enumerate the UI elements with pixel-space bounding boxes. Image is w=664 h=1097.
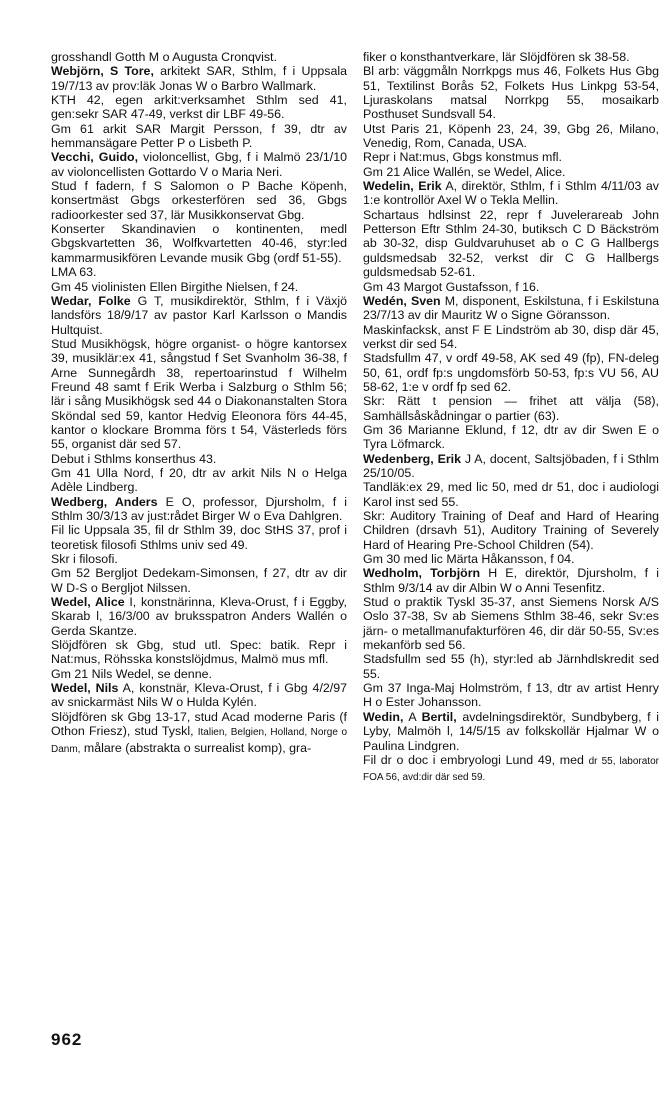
entry-paragraph <box>51 466 347 495</box>
entry-headword: Wedén, Sven <box>363 293 441 308</box>
entry-text: Stadsfullm sed 55 (h), styr:led ab Järnhdlskredit sed 55. <box>363 652 659 681</box>
entry-paragraph <box>51 523 347 552</box>
entry-paragraph <box>363 179 659 208</box>
entry-paragraph <box>363 351 659 394</box>
entry-paragraph <box>51 495 347 524</box>
entry-text: Gm 41 Ulla Nord, f 20, dtr av arkit Nils N o Helga Adèle Lindberg. <box>51 465 347 495</box>
entry-paragraph <box>363 64 659 121</box>
entry-headword: Wedberg, Anders <box>51 494 158 509</box>
entry-paragraph <box>51 566 347 595</box>
entry-headword: Vecchi, Guido, <box>51 150 139 165</box>
entry-headword: Wedholm, Torbjörn <box>363 566 481 581</box>
entry-headword-given-name: Bertil, <box>421 709 457 724</box>
entry-paragraph <box>363 753 659 786</box>
entry-text: G T, musikdirektör, Sthlm, f i Växjö landsförs 18/9/17 av pastor Karl Karlsson o Mandis Hultquist. <box>51 293 347 337</box>
entry-text: fiker o konsthantverkare, lär Slöjdfören sk 38-58. <box>363 50 630 64</box>
entry-text: A <box>403 709 422 724</box>
entry-text: I, konstnärinna, Kleva-Orust, f i Eggby, Skarab l, 16/3/00 av bruksspatron Anders Wallén o Gerda Skantze. <box>51 595 348 638</box>
entry-paragraph <box>51 50 347 64</box>
entry-text: Fil dr o doc i embryologi Lund 49, med <box>363 752 589 767</box>
entry-text: Slöjdfören sk Gbg, stud utl. Spec: batik. Repr i Nat:mus, Röhsska konstslöjdmus, Malmö mus mfl. <box>51 638 347 667</box>
entry-text: E O, professor, Djursholm, f i Sthlm 30/3/13 av just:rådet Birger W o Eva Dahlgren. <box>51 494 347 523</box>
entry-text: Debut i Sthlms konserthus 43. <box>51 451 217 466</box>
entry-paragraph <box>363 394 659 423</box>
entry-paragraph <box>363 509 659 552</box>
entry-text: arkitekt SAR, Sthlm, f i Uppsala 19/7/13 av prov:läk Jonas W o Barbro Wallmark. <box>51 64 347 93</box>
entry-paragraph <box>363 280 659 294</box>
entry-text: Skr: Auditory Training of Deaf and Hard of Hearing Children (drsavh 51), Auditory Training of Severely Hard of Hearing Pre-School Children (54). <box>363 509 659 552</box>
entry-paragraph <box>51 222 347 265</box>
entry-text: Utst Paris 21, Köpenh 23, 24, 39, Gbg 26, Milano, Venedig, Rom, Canada, USA. <box>363 121 659 151</box>
entry-paragraph <box>51 93 347 122</box>
entry-paragraph <box>51 122 347 151</box>
entry-paragraph <box>363 552 659 566</box>
entry-paragraph <box>363 165 659 179</box>
entry-text: A, konstnär, Kleva-Orust, f i Gbg 4/2/97 av snickarmäst Nils W o Hulda Kylén. <box>51 681 348 710</box>
entry-text: Gm 43 Margot Gustafsson, f 16. <box>363 279 540 294</box>
entry-paragraph <box>363 595 659 652</box>
entry-paragraph <box>51 150 347 179</box>
entry-paragraph <box>363 452 659 481</box>
entry-text: Stud Musikhögsk, högre organist- o högre kantorsex 39, musiklär:ex 41, sångstud f Set Svanholm 36-38, f Arne Sunnegårdh 38, repertoarinstud f Wilhelm Freund 48 samt f Erik Werba i Salzburg o Sthlm 56; lär i sång Musikhögsk sed 44 o Diakonanstalten Stora Sköndal sed 59, kantor Hedvig Eleonora förs 44-45, kantor o klockare Bromma förs t 54, Västerleds förs 55, organist där sed 57. <box>51 336 347 452</box>
entry-text: Repr i Nat:mus, Gbgs konstmus mfl. <box>363 150 562 165</box>
entry-paragraph <box>51 710 347 757</box>
entry-text: Gm 36 Marianne Eklund, f 12, dtr av dir Swen E o Tyra Löfmarck. <box>363 422 659 452</box>
entry-text: Maskinfacksk, anst F E Lindström ab 30, disp där 45, verkst dir sed 54. <box>363 322 659 351</box>
entry-paragraph <box>363 652 659 681</box>
entry-paragraph <box>363 150 659 164</box>
entry-text: Konserter Skandinavien o kontinenten, medl Gbgskvartetten 36, Wolfkvartetten 40-46, styr:led kammarmusikfören Levande musik Gbg (ordf 51-55). <box>51 222 347 265</box>
entry-text: J A, docent, Saltsjöbaden, f i Sthlm 25/10/05. <box>363 451 660 480</box>
right-column <box>363 50 659 786</box>
entry-paragraph <box>363 122 659 151</box>
entry-paragraph <box>51 452 347 466</box>
entry-text: M, disponent, Eskilstuna, f i Eskilstuna 23/7/13 av dir Mauritz W o Signe Göransson. <box>363 293 659 323</box>
entry-text: Gm 30 med lic Märta Håkansson, f 04. <box>363 552 575 567</box>
left-column <box>51 50 347 757</box>
entry-paragraph <box>363 480 659 509</box>
entry-text: Gm 52 Bergljot Dedekam-Simonsen, f 27, dtr av dir W D-S o Bergljot Nilssen. <box>51 566 347 595</box>
entry-headword: Wedenberg, Erik <box>363 451 461 466</box>
entry-paragraph <box>51 667 347 681</box>
entry-text: LMA 63. <box>51 265 97 280</box>
entry-text: Gm 37 Inga-Maj Holmström, f 13, dtr av artist Henry H o Ester Johansson. <box>363 681 659 710</box>
entry-paragraph <box>51 337 347 452</box>
entry-text: KTH 42, egen arkit:verksamhet Sthlm sed 41, gen:sekr SAR 47-49, verkst dir LBF 49-56. <box>51 93 347 122</box>
entry-text: Tandläk:ex 29, med lic 50, med dr 51, doc i audiologi Karol inst sed 55. <box>363 480 659 509</box>
entry-paragraph <box>51 638 347 667</box>
entry-paragraph <box>363 566 659 595</box>
entry-text: Schartaus hdlsinst 22, repr f Juvelerareab John Petterson Eftr Sthlm 24-30, butiksch C D Bäckström ab 30-32, disp Guldvaruhuset ab o C G Hallbergs guldsmedsab 32-52, verkst dir C G Hallbergs guldsmedsab 52-61. <box>363 207 659 280</box>
entry-text: Slöjdfören sk Gbg 13-17, stud Acad moderne Paris (f Othon Friesz), stud Tyskl, <box>51 709 347 739</box>
entry-text: Skr: Rätt t pension — frihet att välja (58), Samhällsåskådningar o partier (63). <box>363 394 659 423</box>
entry-text-small-print: dr 55, laborator FOA 56, avd:dir där sed 59. <box>363 755 659 784</box>
entry-headword: Wedelin, Erik <box>363 179 442 194</box>
page-number: 962 <box>51 1030 83 1049</box>
entry-headword: Wedel, Nils <box>51 681 119 696</box>
entry-paragraph <box>363 323 659 352</box>
entry-text: Stud o praktik Tyskl 35-37, anst Siemens Norsk A/S Oslo 37-38, Sv ab Siemens Sthlm 38-46, sekr Sv:es järn- o metallmanufakturfören 46, dir där 50-55, Sv:es mekanförb sed 56. <box>363 595 659 653</box>
entry-paragraph <box>363 710 659 753</box>
entry-text: Stud f fadern, f S Salomon o P Bache Köpenh, konsertmäst Gbgs orkesterfören sed 36, Gbgs radioorkester sed 37, lär Musikkonservat Gbg. <box>51 179 347 222</box>
entry-text: H E, direktör, Djursholm, f i Sthlm 9/3/14 av dir Albin W o Anni Tesenfitz. <box>363 566 659 595</box>
entry-paragraph <box>51 179 347 222</box>
entry-text: Gm 45 violinisten Ellen Birgithe Nielsen, f 24. <box>51 279 299 294</box>
entry-paragraph <box>51 265 347 279</box>
entry-paragraph <box>363 208 659 280</box>
entry-text: Fil lic Uppsala 35, fil dr Sthlm 39, doc StHS 37, prof i teoretisk filosofi Sthlms univ sed 49. <box>51 523 347 552</box>
entry-paragraph <box>51 64 347 93</box>
entry-text: violoncellist, Gbg, f i Malmö 23/1/10 av violoncellisten Gottardo V o Maria Neri. <box>51 150 348 179</box>
entry-headword: Webjörn, S Tore, <box>51 64 154 79</box>
entry-paragraph <box>363 681 659 710</box>
entry-paragraph <box>51 294 347 337</box>
entry-text-small-print: Italien, Belgien, Holland, Norge o Danm, <box>51 727 348 755</box>
entry-paragraph <box>51 280 347 294</box>
entry-paragraph <box>363 423 659 452</box>
entry-text: målare (abstrakta o surrealist komp), gra- <box>80 740 312 755</box>
entry-text: Skr i filosofi. <box>51 552 118 567</box>
entry-text: Bl arb: väggmåln Norrkpgs mus 46, Folkets Hus Gbg 51, Textilinst Borås 52, Folkets Hus Linkpg 53-54, Ljuraskolans matsal Norrkpg 55, mosaikarb Posthuset Sundsvall 54. <box>363 64 659 122</box>
entry-text: Gm 61 arkit SAR Margit Persson, f 39, dtr av hemmansägare Petter P o Lisbeth P. <box>51 121 347 151</box>
entry-text: A, direktör, Sthlm, f i Sthlm 4/11/03 av 1:e kontrollör Axel W o Tekla Mellin. <box>363 179 659 208</box>
entry-text: Gm 21 Nils Wedel, se denne. <box>51 666 212 681</box>
entry-paragraph <box>51 552 347 566</box>
entry-headword: Wedel, Alice <box>51 595 125 610</box>
entry-paragraph <box>363 294 659 323</box>
entry-paragraph <box>51 595 347 638</box>
entry-paragraph <box>51 681 347 710</box>
entry-text: grosshandl Gotth M o Augusta Cronqvist. <box>51 50 277 64</box>
entry-text: avdelningsdirektör, Sundbyberg, f i Lyby, Malmöh l, 14/5/15 av folkskollär Hjalmar W o Paulina Lindgren. <box>363 709 659 753</box>
entry-paragraph <box>363 50 659 64</box>
entry-text: Stadsfullm 47, v ordf 49-58, AK sed 49 (fp), FN-deleg 50, 61, ordf fp:s ungdomsförb 50-53, fp:s VU 56, AU 58-62, 1:e v ordf fp sed 62. <box>363 351 659 394</box>
entry-headword: Wedin, <box>363 709 404 724</box>
entry-headword: Wedar, Folke <box>51 293 131 308</box>
entry-text: Gm 21 Alice Wallén, se Wedel, Alice. <box>363 164 566 179</box>
